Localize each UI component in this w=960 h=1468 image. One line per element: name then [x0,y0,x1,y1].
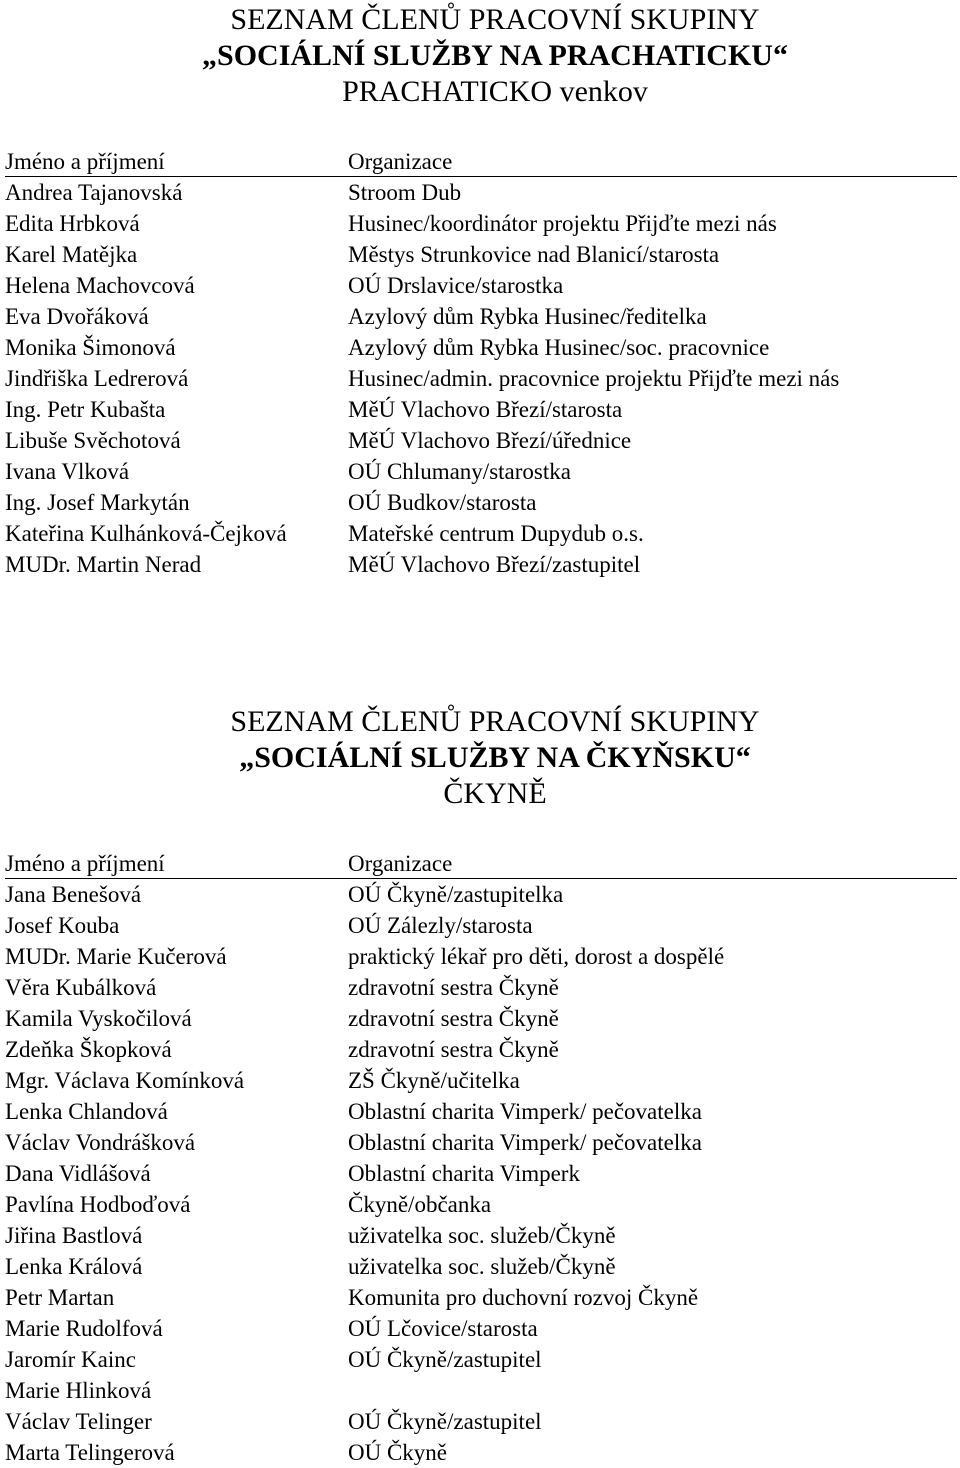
column-header-organization: Organizace [348,851,453,876]
table-row [5,1313,957,1344]
member-name: Eva Dvořáková [5,304,149,329]
member-name: Andrea Tajanovská [5,180,183,205]
member-organization: Městys Strunkovice nad Blanicí/starosta [348,242,720,267]
title-line-3: PRACHATICKO venkov [342,75,648,108]
member-organization: Azylový dům Rybka Husinec/ředitelka [348,304,707,329]
member-list-prachaticko [0,0,960,577]
table-row [5,425,957,456]
member-organization: Komunita pro duchovní rozvoj Čkyně [348,1285,699,1310]
table-row [5,1344,957,1375]
member-organization: Husinec/koordinátor projektu Přijďte mezi nás [348,211,777,236]
table-row [5,1127,957,1158]
table-row [5,1189,957,1220]
member-organization: Mateřské centrum Dupydub o.s. [348,521,644,546]
table-row [5,239,957,270]
member-name: Jindřiška Ledrerová [5,366,189,391]
member-name: Jana Benešová [5,882,142,907]
member-name: Kamila Vyskočilová [5,1006,192,1031]
table-row [5,910,957,941]
member-name: Marie Hlinková [5,1378,152,1403]
table-row [5,1003,957,1034]
member-name: MUDr. Martin Nerad [5,552,202,577]
table-row [5,972,957,1003]
member-name: Ing. Josef Markytán [5,490,190,515]
member-name: Monika Šimonová [5,335,176,360]
member-name: Helena Machovcová [5,273,195,298]
member-organization: zdravotní sestra Čkyně [348,1006,559,1031]
member-organization: MěÚ Vlachovo Březí/zastupitel [348,552,641,577]
member-name: Lenka Králová [5,1254,143,1279]
table-row [5,177,957,208]
table-row [5,1065,957,1096]
member-list-ckyne [0,702,960,1465]
member-organization: Azylový dům Rybka Husinec/soc. pracovnice [348,335,770,360]
table-row [5,208,957,239]
member-name: Lenka Chlandová [5,1099,168,1124]
member-organization: Stroom Dub [348,180,462,205]
table-row [5,456,957,487]
member-organization: ZŠ Čkyně/učitelka [348,1068,520,1093]
table-row [5,1437,957,1468]
member-organization: MěÚ Vlachovo Březí/starosta [348,397,623,422]
table-row [5,487,957,518]
member-organization: OÚ Čkyně/zastupitel [348,1347,542,1372]
title-line-3: ČKYNĚ [443,777,547,810]
column-header-name: Jméno a příjmení [5,149,165,174]
member-organization: OÚ Čkyně/zastupitel [348,1409,542,1434]
table-row [5,1251,957,1282]
member-name: Jaromír Kainc [5,1347,136,1372]
table-row [5,270,957,301]
member-name: Ing. Petr Kubašta [5,397,166,422]
member-organization: zdravotní sestra Čkyně [348,975,559,1000]
member-name: Mgr. Václava Komínková [5,1068,245,1093]
member-name: Kateřina Kulhánková-Čejková [5,521,287,546]
table-row [5,1034,957,1065]
member-name: Karel Matějka [5,242,138,267]
title-line-1: SEZNAM ČLENŮ PRACOVNÍ SKUPINY [230,3,760,36]
member-organization: Oblastní charita Vimperk [348,1161,580,1186]
member-organization: zdravotní sestra Čkyně [348,1037,559,1062]
table-row [5,1096,957,1127]
member-organization: OÚ Čkyně/zastupitelka [348,882,564,907]
member-organization: Oblastní charita Vimperk/ pečovatelka [348,1099,702,1124]
section-title [0,702,960,812]
table-row [5,301,957,332]
table-header [5,848,957,879]
table-row [5,1220,957,1251]
member-organization: OÚ Lčovice/starosta [348,1316,538,1341]
member-name: Ivana Vlková [5,459,130,484]
member-name: Jiřina Bastlová [5,1223,143,1248]
member-organization: Čkyně/občanka [348,1192,492,1217]
column-header-name: Jméno a příjmení [5,851,165,876]
member-name: Josef Kouba [5,913,120,938]
section-title [0,0,960,110]
title-line-2: „SOCIÁLNÍ SLUŽBY NA PRACHATICKU“ [202,39,788,72]
member-organization: OÚ Budkov/starosta [348,490,537,515]
table-header [5,146,957,177]
member-name: Petr Martan [5,1285,115,1310]
column-header-organization: Organizace [348,149,453,174]
table-row [5,879,957,910]
member-name: Libuše Svěchotová [5,428,181,453]
member-name: Zdeňka Škopková [5,1037,172,1062]
member-name: Pavlína Hodboďová [5,1192,191,1217]
title-line-1: SEZNAM ČLENŮ PRACOVNÍ SKUPINY [230,705,760,738]
member-organization: MěÚ Vlachovo Březí/úřednice [348,428,632,453]
table-row [5,941,957,972]
table-row [5,363,957,394]
member-name: Marie Rudolfová [5,1316,163,1341]
member-table [5,146,957,580]
member-organization: Husinec/admin. pracovnice projektu Přijďte mezi nás [348,366,840,391]
member-name: Václav Vondrášková [5,1130,196,1155]
table-row [5,1158,957,1189]
member-organization: uživatelka soc. služeb/Čkyně [348,1223,616,1248]
member-organization: OÚ Čkyně [348,1440,448,1465]
member-name: Edita Hrbková [5,211,140,236]
member-organization: uživatelka soc. služeb/Čkyně [348,1254,616,1279]
table-row [5,1375,957,1406]
member-name: Marta Telingerová [5,1440,175,1465]
table-row [5,394,957,425]
table-row [5,1406,957,1437]
member-organization: Oblastní charita Vimperk/ pečovatelka [348,1130,702,1155]
member-name: MUDr. Marie Kučerová [5,944,227,969]
member-organization: OÚ Drslavice/starostka [348,273,564,298]
member-name: Dana Vidlášová [5,1161,151,1186]
member-table [5,848,957,1468]
member-name: Věra Kubálková [5,975,157,1000]
member-organization: praktický lékař pro děti, dorost a dospělé [348,944,725,969]
member-organization: OÚ Zálezly/starosta [348,913,533,938]
title-line-2: „SOCIÁLNÍ SLUŽBY NA ČKYŇSKU“ [239,741,751,774]
member-name: Václav Telinger [5,1409,152,1434]
table-row [5,549,957,580]
table-row [5,518,957,549]
table-row [5,1282,957,1313]
table-row [5,332,957,363]
member-organization: OÚ Chlumany/starostka [348,459,571,484]
